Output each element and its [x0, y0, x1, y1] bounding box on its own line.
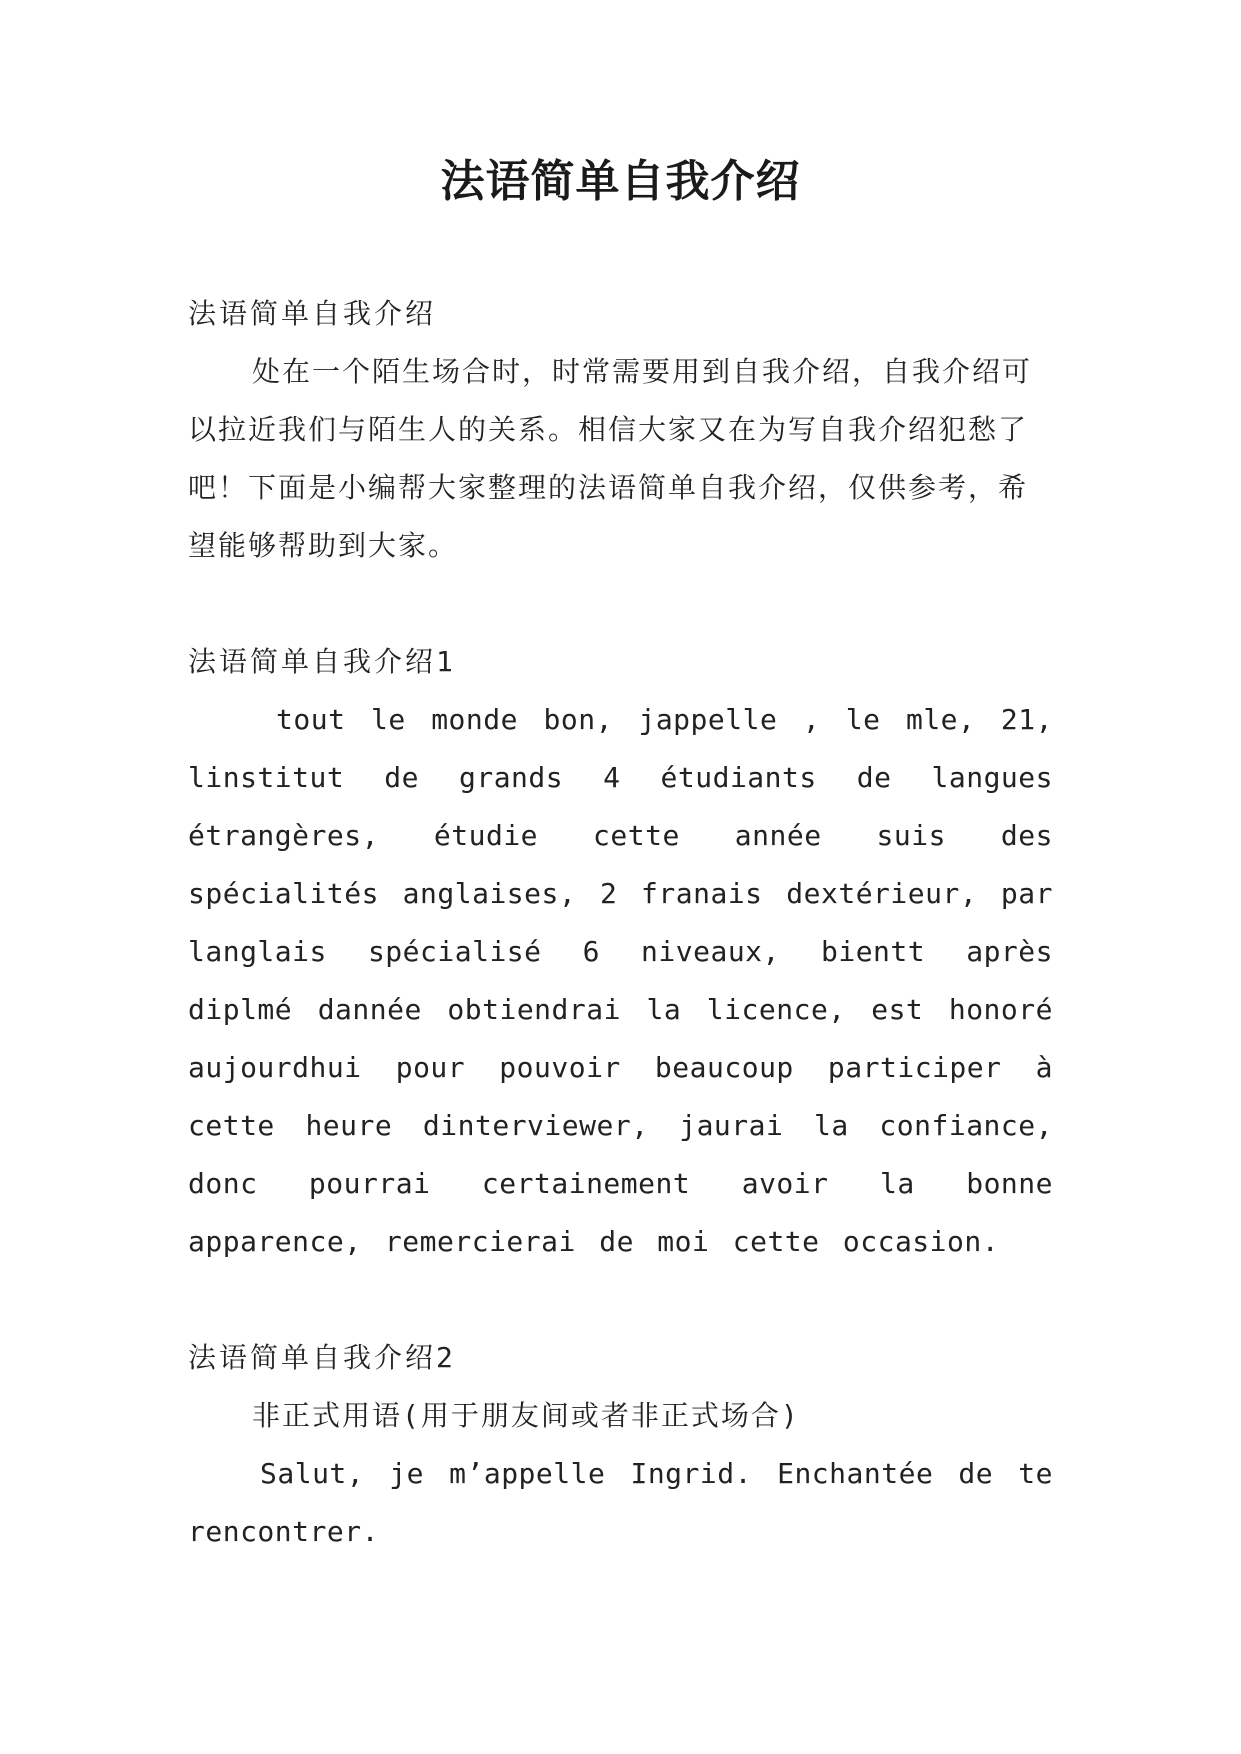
section1-heading: 法语简单自我介绍1: [188, 645, 456, 678]
document-title: 法语简单自我介绍: [440, 156, 801, 207]
section2-subheading: 非正式用语(用于朋友间或者非正式场合): [252, 1399, 800, 1432]
section2-heading: 法语简单自我介绍2: [188, 1341, 456, 1374]
intro-heading: 法语简单自我介绍: [188, 297, 437, 330]
section-spacer: [188, 1271, 1053, 1329]
section2-paragraph: Salut, je m’appelle Ingrid. Enchantée de te rencontrer.: [188, 1457, 1053, 1548]
document-body: [188, 285, 1053, 1561]
intro-paragraph: 处在一个陌生场合时，时常需要用到自我介绍，自我介绍可以拉近我们与陌生人的关系。相信大家又在为写自我介绍犯愁了吧！下面是小编帮大家整理的法语简单自我介绍，仅供参考，希望能够帮助到大家。: [188, 355, 1033, 562]
section-spacer: [188, 575, 1053, 633]
section1-paragraph: tout le monde bon, jappelle , le mle, 21, linstitut de grands 4 étudiants de langues étrangères, étudie cette année suis des spécialités anglaises, 2 franais dextérieur, par langlais spécialisé 6 niveaux, bientt après diplmé dannée obtiendrai la licence, est honoré aujourdhui pour pouvoir beaucoup participer à cette heure dinterviewer, jaurai la confiance, donc pourrai certainement avoir la bonne apparence, remercierai de moi cette occasion.: [188, 703, 1053, 1258]
